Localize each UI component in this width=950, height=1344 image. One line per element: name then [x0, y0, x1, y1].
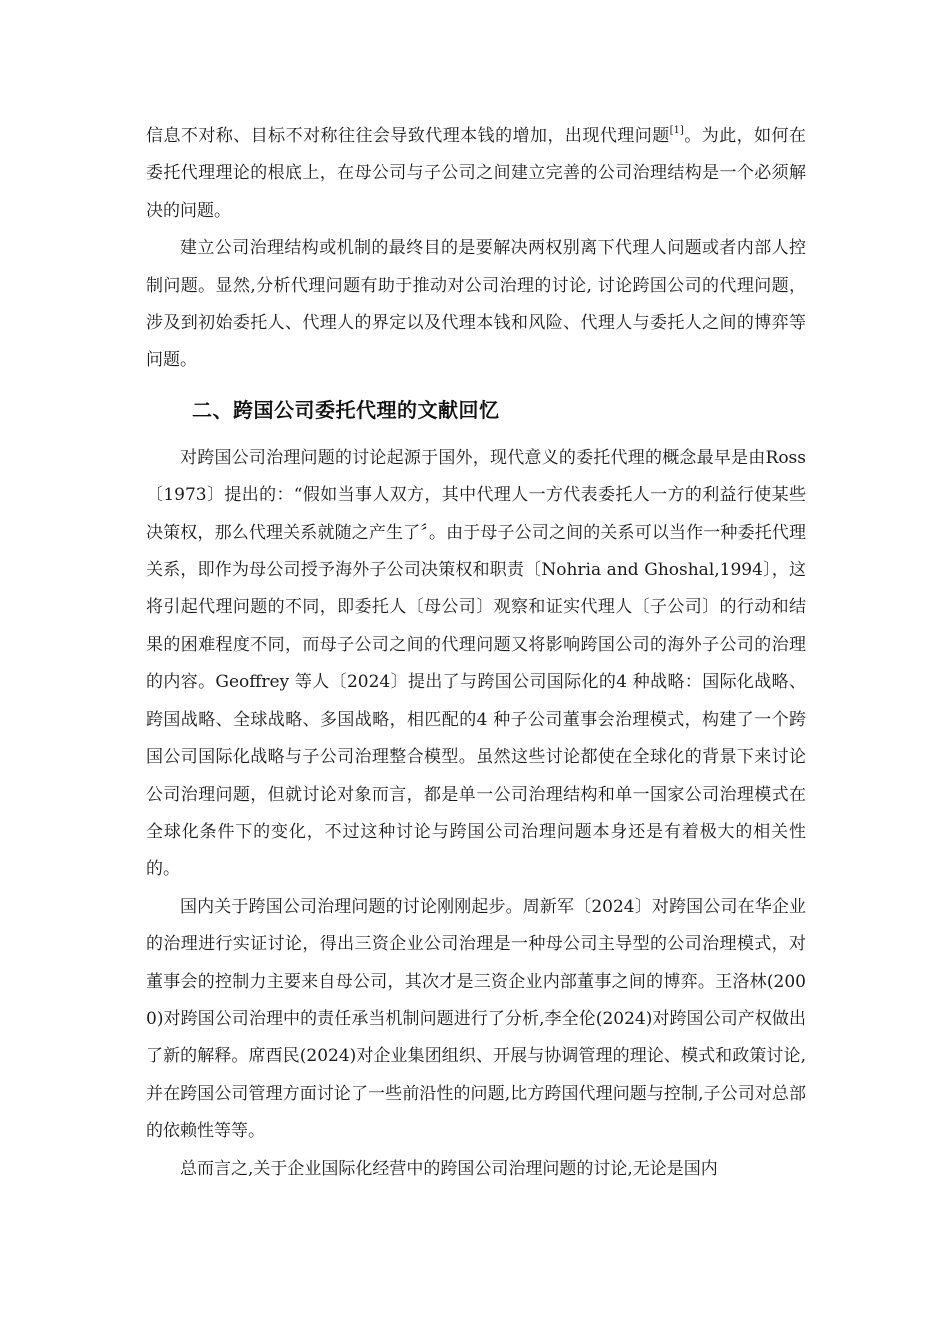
paragraph-continuation: [146, 118, 806, 230]
paragraph-foreign-research: 对跨国公司治理问题的讨论起源于国外，现代意义的委托代理的概念最早是由Ross〔1973〕提出的：“假如当事人双方，其中代理人一方代表委托人一方的利益行使某些决策权，那么代理关系就随之产生了〞。由于母子公司之间的关系可以当作一种委托代理关系，即作为母公司授予海外子公司决策权和职责〔Nohria and Ghoshal,1994〕，这将引起代理问题的不同，即委托人〔母公司〕观察和证实代理人〔子公司〕的行动和结果的困难程度不同，而母子公司之间的代理问题又将影响跨国公司的海外子公司的治理的内容。Geoffrey 等人〔2024〕提出了与跨国公司国际化的4 种战略：国际化战略、跨国战略、全球战略、多国战略，相匹配的4 种子公司董事会治理模式，构建了一个跨国公司国际化战略与子公司治理整合模型。虽然这些讨论都使在全球化的背景下来讨论公司治理问题，但就讨论对象而言，都是单一公司治理结构和单一国家公司治理模式在全球化条件下的变化，不过这种讨论与跨国公司治理问题本身还是有着极大的相关性的。: [146, 447, 806, 880]
paragraph-domestic-research: 国内关于跨国公司治理问题的讨论刚刚起步。周新军〔2024〕对跨国公司在华企业的治理进行实证讨论，得出三资企业公司治理是一种母公司主导型的公司治理模式，对董事会的控制力主要来自母公司，其次才是三资企业内部董事之间的博弈。王洛林(2000)对跨国公司治理中的责任承当机制问题进行了分析,李全伦(2024)对跨国公司产权做出了新的解释。席酉民(2024)对企业集团组织、开展与协调管理的理论、模式和政策讨论,并在跨国公司管理方面讨论了一些前沿性的问题,比方跨国代理问题与控制,子公司对总部的依赖性等等。: [146, 896, 806, 1142]
paragraph-text: 。为此，如何在委托代理理论的根底上，在母公司与子公司之间建立完善的公司治理结构是一个必须解决的问题。: [146, 126, 807, 221]
paragraph-governance-purpose: 建立公司治理结构或机制的最终目的是要解决两权别离下代理人问题或者内部人控制问题。显然,分析代理问题有助于推动对公司治理的讨论, 讨论跨国公司的代理问题，涉及到初始委托人、代理人的界定以及代理本钱和风险、代理人与委托人之间的博弈等问题。: [146, 238, 806, 371]
document-body: [146, 118, 806, 1188]
section-heading: 二、跨国公司委托代理的文献回忆: [192, 397, 500, 422]
citation-reference: [1]: [669, 125, 684, 137]
paragraph-text: 信息不对称、目标不对称往往会导致代理本钱的增加，出现代理问题: [146, 126, 670, 146]
paragraph-summary: 总而言之,关于企业国际化经营中的跨国公司治理问题的讨论,无论是国内: [180, 1158, 718, 1179]
